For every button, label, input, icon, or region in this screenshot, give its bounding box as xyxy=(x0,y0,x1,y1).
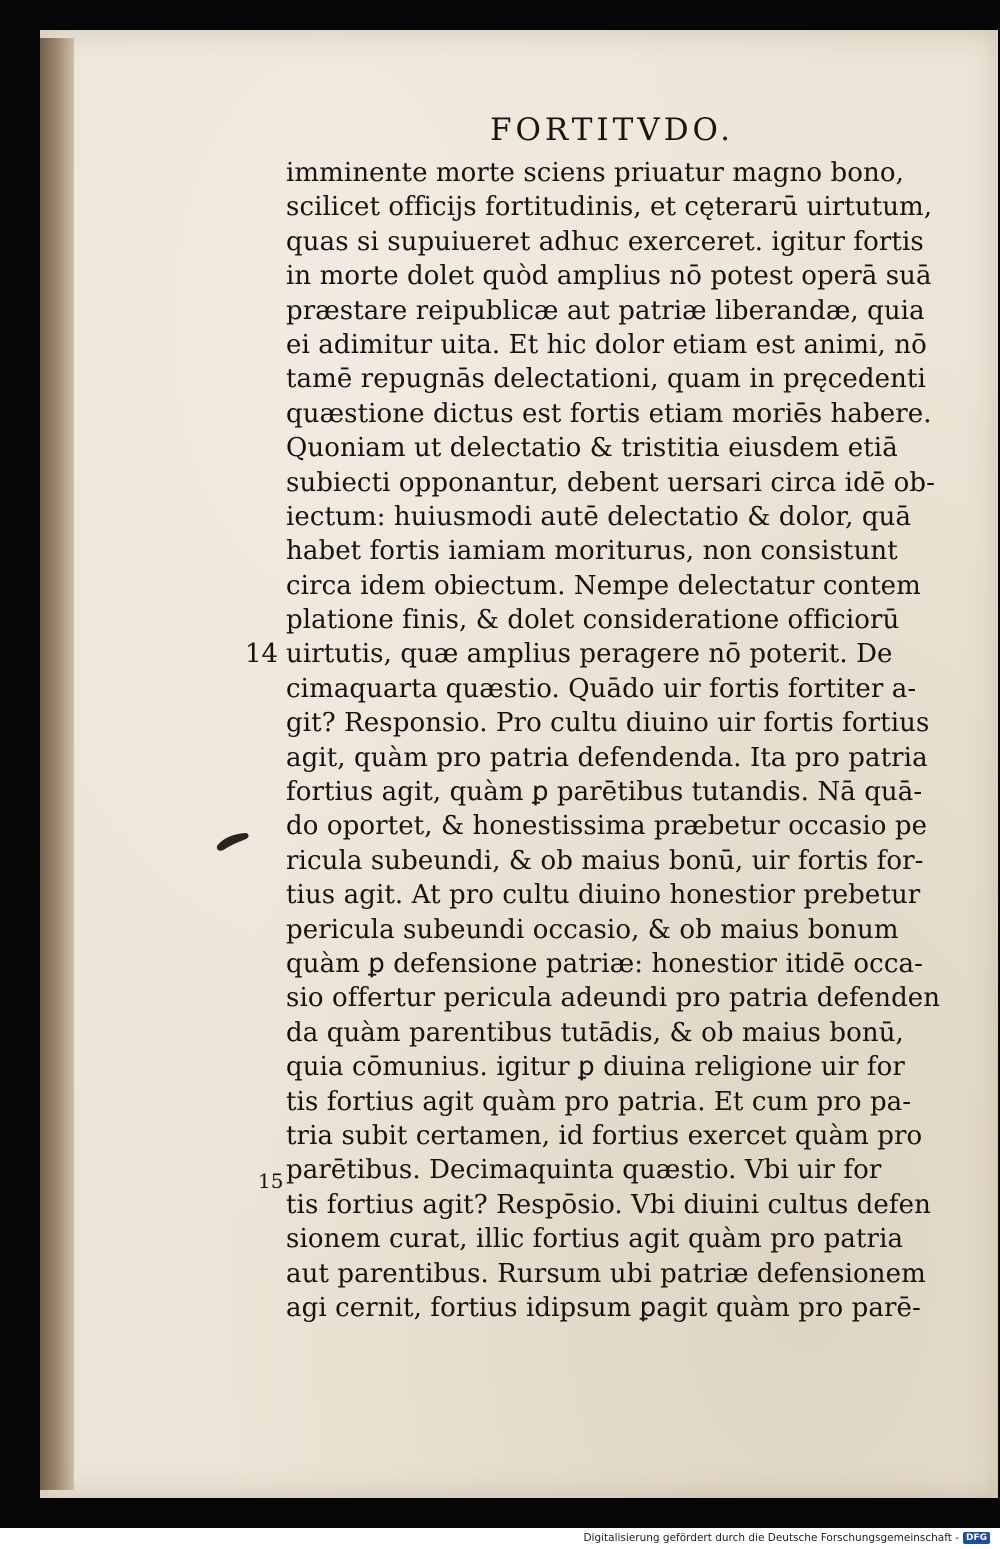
text-line: fortius agit, quàm ꝑ parētibus tutandis. Nā quā- xyxy=(286,777,923,808)
text-line: tius agit. At pro cultu diuino honestior prebetur xyxy=(286,880,921,911)
text-line: quæstione dictus est fortis etiam moriēs habere. xyxy=(286,398,932,429)
text-line: imminente morte sciens priuatur magno bono, xyxy=(286,158,904,188)
text-line: cimaquarta quæstio. Quādo uir fortis fortiter a- xyxy=(286,673,917,704)
text-line: agi cernit, fortius idipsum ꝑagit quàm pro parē- xyxy=(286,1292,921,1323)
footer-text: Digitalisierung gefördert durch die Deutsche Forschungsgemeinschaft - xyxy=(583,1532,959,1544)
text-line: parētibus. Decimaquinta quæstio. Vbi uir for xyxy=(286,1155,882,1186)
marginal-number: 14 xyxy=(245,639,279,669)
running-header: FORTITVDO. xyxy=(490,112,735,148)
text-line: quàm ꝑ defensione patriæ: honestior itidē occa- xyxy=(286,948,923,979)
text-line: agit, quàm pro patria defendenda. Ita pro patria xyxy=(286,742,928,773)
text-line: iectum: huiusmodi autē delectatio & dolor, quā xyxy=(286,501,912,532)
text-line: scilicet officijs fortitudinis, et cęterarū uirtutum, xyxy=(286,192,933,223)
text-line: ei adimitur uita. Et hic dolor etiam est animi, nō xyxy=(286,329,927,360)
text-line: præstare reipublicæ aut patriæ liberandæ, quia xyxy=(286,295,925,326)
text-line: quas si supuiueret adhuc exerceret. igitur fortis xyxy=(286,226,924,257)
text-line: ricula subeundi, & ob maius bonū, uir fortis for- xyxy=(286,845,924,876)
text-line: tis fortius agit quàm pro patria. Et cum pro pa- xyxy=(286,1086,912,1117)
main-text-block xyxy=(286,156,976,1325)
text-line: in morte dolet quòd amplius nō potest operā suā xyxy=(286,261,932,292)
text-line: Quoniam ut delectatio & tristitia eiusdem etiā xyxy=(286,433,898,464)
text-line: do oportet, & honestissima præbetur occasio pe xyxy=(286,811,928,842)
text-line: da quàm parentibus tutādis, & ob maius bonū, xyxy=(286,1017,904,1048)
page-gutter xyxy=(40,38,74,1490)
text-line: tria subit certamen, id fortius exercet quàm pro xyxy=(286,1120,923,1151)
text-line: subiecti opponantur, debent uersari circa idē ob- xyxy=(286,467,936,498)
text-line: aut parentibus. Rursum ubi patriæ defensionem xyxy=(286,1258,926,1289)
ink-mark-icon xyxy=(215,830,251,854)
text-line: circa idem obiectum. Nempe delectatur contem xyxy=(286,570,921,601)
text-line: tamē repugnās delectationi, quam in pręcedenti xyxy=(286,364,926,395)
text-line: uirtutis, quæ amplius peragere nō poterit. De xyxy=(286,639,893,670)
dfg-logo: DFG xyxy=(963,1532,990,1544)
marginal-number: 15 xyxy=(258,1169,284,1193)
footer-credit xyxy=(583,1532,990,1544)
text-line: pericula subeundi occasio, & ob maius bonum xyxy=(286,914,899,945)
text-line: platione finis, & dolet consideratione officiorū xyxy=(286,605,900,636)
text-line: quia cōmunius. igitur ꝑ diuina religione uir for xyxy=(286,1052,905,1083)
text-line: sio offertur pericula adeundi pro patria defenden xyxy=(286,983,941,1014)
text-line: git? Responsio. Pro cultu diuino uir fortis fortius xyxy=(286,708,930,739)
text-line: habet fortis iamiam moriturus, non consistunt xyxy=(286,536,898,567)
text-line: tis fortius agit? Respōsio. Vbi diuini cultus defen xyxy=(286,1189,931,1220)
text-line: sionem curat, illic fortius agit quàm pro patria xyxy=(286,1224,904,1255)
